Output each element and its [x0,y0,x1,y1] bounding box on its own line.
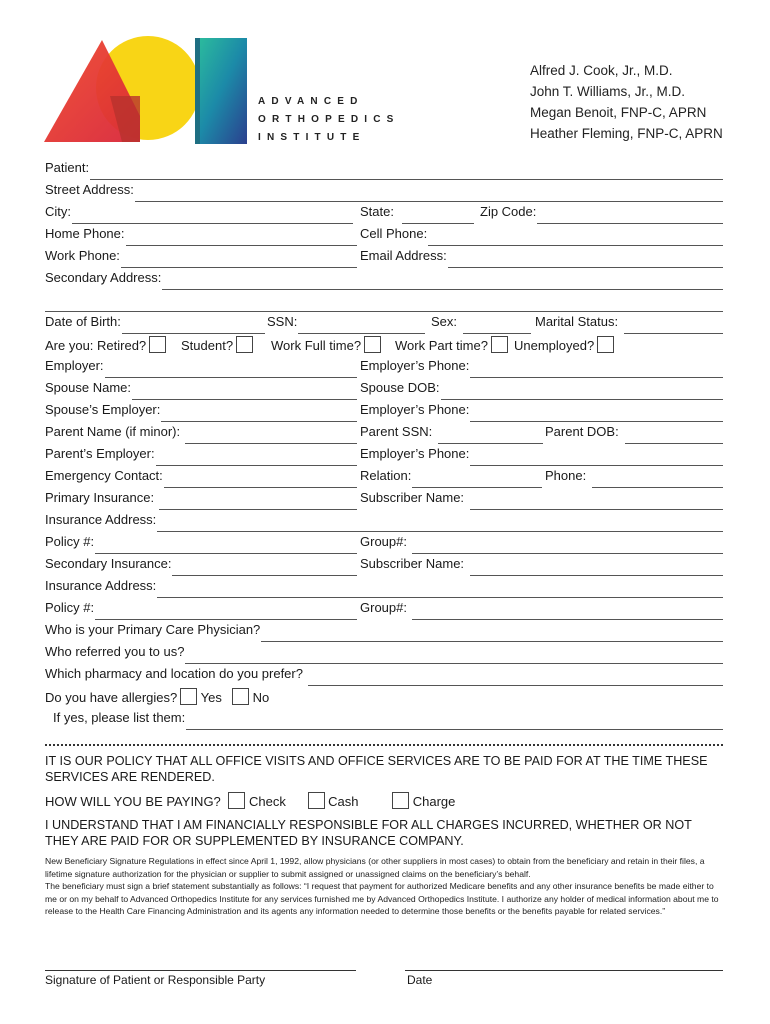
secondary-insurance-field[interactable] [172,561,357,576]
group-field[interactable] [412,539,723,554]
row-insurance-address [45,512,723,532]
allergies-no-checkbox[interactable] [232,688,249,705]
check-label: Check [249,794,286,809]
city-field[interactable] [72,209,353,224]
secondary-address-field[interactable] [162,275,723,290]
work-full-label: Work Full time? [271,338,362,353]
marital-field[interactable] [624,319,723,334]
spouse-employer-label: Spouse’s Employer: [45,402,161,417]
street-field[interactable] [135,187,723,202]
secondary-address-label: Secondary Address: [45,270,162,285]
employer-phone-field[interactable] [470,363,723,378]
referred-field[interactable] [185,649,723,664]
spouse-employer-field[interactable] [161,407,357,422]
parent-dob-label: Parent DOB: [545,424,619,439]
retired-checkbox[interactable] [149,336,166,353]
row-street [45,182,723,202]
sex-field[interactable] [463,319,531,334]
institute-name-line-3: INSTITUTE [258,132,366,143]
home-phone-field[interactable] [126,231,358,246]
work-full-checkbox[interactable] [364,336,381,353]
insurance-address2-field[interactable] [157,583,723,598]
zip-field[interactable] [537,209,723,224]
allergies-label: Do you have allergies? [45,690,178,705]
parent-dob-field[interactable] [625,429,723,444]
row-phones [45,226,723,246]
institute-name-line-2: ORTHOPEDICS [258,114,400,125]
list-allergies-field[interactable] [186,715,723,730]
dob-field[interactable] [122,319,265,334]
row-primary-insurance [45,490,723,510]
phone-label: Phone: [545,468,587,483]
policy2-label: Policy #: [45,600,95,615]
allergies-yes-checkbox[interactable] [180,688,197,705]
date-line[interactable] [405,970,723,971]
sex-label: Sex: [431,314,458,329]
insurance-address-field[interactable] [157,517,723,532]
patient-signature-label: Signature of Patient or Responsible Party [45,973,266,987]
spouse-dob-label: Spouse DOB: [360,380,440,395]
subscriber-label: Subscriber Name: [360,490,465,505]
employer-field[interactable] [105,363,357,378]
insurance-address-label: Insurance Address: [45,512,157,527]
row-spouse-employer [45,402,723,422]
allergies-yes-label: Yes [200,690,222,705]
primary-insurance-label: Primary Insurance: [45,490,155,505]
row-secondary-address [45,270,723,290]
spouse-dob-field[interactable] [441,385,724,400]
parent-employer-label: Parent’s Employer: [45,446,155,461]
charge-checkbox[interactable] [392,792,409,809]
row-emergency [45,468,723,488]
city-label: City: [45,204,71,219]
work-part-checkbox[interactable] [491,336,508,353]
policy-label: Policy #: [45,534,95,549]
student-checkbox[interactable] [236,336,253,353]
paying-question: HOW WILL YOU BE PAYING? [45,794,221,809]
primary-insurance-field[interactable] [159,495,357,510]
secondary-insurance-label: Secondary Insurance: [45,556,172,571]
state-field[interactable] [402,209,474,224]
group2-label: Group#: [360,600,407,615]
group-label: Group#: [360,534,407,549]
row-secondary-insurance [45,556,723,576]
policy2-field[interactable] [95,605,357,620]
row-parent-employer [45,446,723,466]
row-employer [45,358,723,378]
provider-1: Alfred J. Cook, Jr., M.D. [530,63,673,78]
policy-field[interactable] [95,539,357,554]
secondary-address-field-2[interactable] [45,297,723,312]
marital-label: Marital Status: [535,314,619,329]
institute-name-line-1: ADVANCED [258,96,364,107]
relation-label: Relation: [360,468,412,483]
pharmacy-field[interactable] [308,671,723,686]
insurance-address2-label: Insurance Address: [45,578,157,593]
row-work-email [45,248,723,268]
cell-phone-label: Cell Phone: [360,226,428,241]
patient-signature-line[interactable] [45,970,356,971]
beneficiary-statement: The beneficiary must sign a brief statement substantially as follows: “I request that payment for authorized Medicare benefits and any other insurance benefits be made either to me or on my behalf to Advanced Orthopedics Institute for any services furnished me by Advanced Orthopedics Institute. I authorize any holder of medical information about me to release to the Health Care Financing Administration and its agents any information needed to determine those benefits or the benefits payable for related services.” [45,881,719,916]
patient-label: Patient: [45,160,90,175]
allergies-no-label: No [252,690,270,705]
subscriber2-field[interactable] [470,561,723,576]
group2-field[interactable] [412,605,723,620]
list-allergies-label: If yes, please list them: [53,710,186,725]
row-policy-2 [45,600,723,620]
pcp-field[interactable] [261,627,723,642]
work-phone-field[interactable] [121,253,357,268]
ssn-label: SSN: [267,314,298,329]
state-label: State: [360,204,394,219]
employer-label: Employer: [45,358,104,373]
spouse-employer-phone-label: Employer’s Phone: [360,402,470,417]
pharmacy-label: Which pharmacy and location do you prefer? [45,666,303,681]
parent-employer-phone-label: Employer’s Phone: [360,446,470,461]
student-label: Student? [181,338,234,353]
subscriber-field[interactable] [470,495,723,510]
row-dob [45,314,723,334]
spouse-employer-phone-field[interactable] [470,407,723,422]
provider-3: Megan Benoit, FNP-C, APRN [530,105,707,120]
row-parent [45,424,723,444]
retired-label: Are you: Retired? [45,338,147,353]
row-referred [45,644,723,664]
row-allergies [45,688,723,708]
parent-ssn-field[interactable] [438,429,543,444]
parent-name-label: Parent Name (if minor): [45,424,181,439]
pcp-label: Who is your Primary Care Physician? [45,622,261,637]
dob-label: Date of Birth: [45,314,121,329]
email-label: Email Address: [360,248,447,263]
zip-label: Zip Code: [480,204,537,219]
patient-field[interactable] [90,165,723,180]
check-checkbox[interactable] [228,792,245,809]
spouse-name-field[interactable] [132,385,357,400]
employer-phone-label: Employer’s Phone: [360,358,470,373]
home-phone-label: Home Phone: [45,226,125,241]
provider-list [530,60,723,144]
parent-name-field[interactable] [185,429,357,444]
parent-employer-field[interactable] [156,451,357,466]
payment-method-row [45,792,725,810]
beneficiary-regulations: New Beneficiary Signature Regulations in effect since April 1, 1992, allow physicians (or other suppliers in most cases) to obtain from the beneficiary and retain in their files, a lifetime signature authorization for the physician or supplier to submit assigned or unassigned claims on the beneficiary’s behalf. [45,856,705,879]
row-employment-status [45,336,723,356]
emergency-field[interactable] [164,473,357,488]
charge-label: Charge [412,794,456,809]
cell-phone-field[interactable] [428,231,723,246]
subscriber2-label: Subscriber Name: [360,556,465,571]
row-patient [45,160,723,180]
row-pharmacy [45,666,723,686]
row-city [45,204,723,224]
section-divider [45,744,723,746]
work-part-label: Work Part time? [395,338,488,353]
relation-field[interactable] [412,473,542,488]
row-policy [45,534,723,554]
financial-responsibility-statement: I UNDERSTAND THAT I AM FINANCIALLY RESPONSIBLE FOR ALL CHARGES INCURRED, WHETHER OR NOT THEY ARE PAID FOR OR SUPPLEMENTED BY INSURANCE COMPANY. [45,818,692,848]
provider-4: Heather Fleming, FNP-C, APRN [530,126,723,141]
email-field[interactable] [448,253,723,268]
payment-policy-statement: IT IS OUR POLICY THAT ALL OFFICE VISITS AND OFFICE SERVICES ARE TO BE PAID FOR AT THE TIME THESE SERVICES ARE RENDERED. [45,754,708,784]
spouse-name-label: Spouse Name: [45,380,131,395]
work-phone-label: Work Phone: [45,248,120,263]
parent-ssn-label: Parent SSN: [360,424,433,439]
row-spouse [45,380,723,400]
cash-checkbox[interactable] [308,792,325,809]
row-insurance-address-2 [45,578,723,598]
row-secondary-address-2 [45,292,723,312]
unemployed-label: Unemployed? [514,338,595,353]
ssn-field[interactable] [298,319,425,334]
row-pcp [45,622,723,642]
provider-2: John T. Williams, Jr., M.D. [530,84,686,99]
date-label: Date [407,973,433,987]
unemployed-checkbox[interactable] [597,336,614,353]
phone-field[interactable] [592,473,723,488]
aoi-logo [40,36,250,146]
emergency-label: Emergency Contact: [45,468,163,483]
street-label: Street Address: [45,182,134,197]
parent-employer-phone-field[interactable] [470,451,723,466]
cash-label: Cash [328,794,359,809]
row-list-allergies [45,710,723,730]
referred-label: Who referred you to us? [45,644,185,659]
